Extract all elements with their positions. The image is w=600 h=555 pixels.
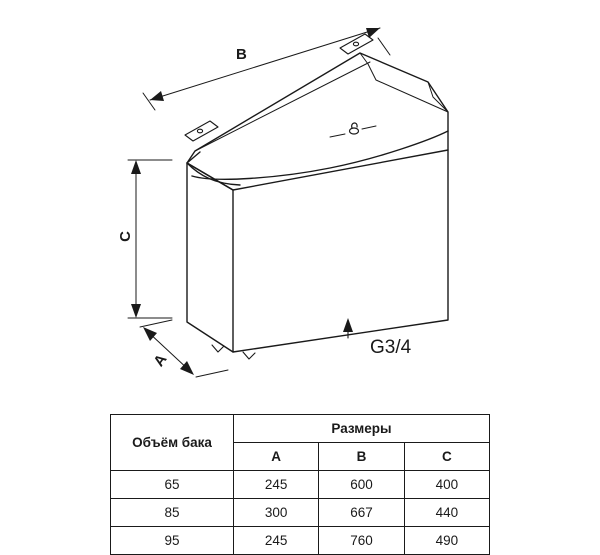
cell-b: 667 bbox=[319, 499, 404, 527]
header-dimensions: Размеры bbox=[234, 415, 490, 443]
header-col-a: A bbox=[234, 443, 319, 471]
cell-c: 400 bbox=[404, 471, 489, 499]
mounting-bracket-left bbox=[185, 121, 218, 141]
lid-lock bbox=[330, 123, 376, 137]
connection-label-g34: G3/4 bbox=[370, 337, 412, 358]
table-header-row-1 bbox=[111, 415, 490, 443]
dimension-label-a: A bbox=[150, 351, 171, 370]
header-volume: Объём бака bbox=[111, 415, 234, 471]
cell-a: 245 bbox=[234, 471, 319, 499]
tank-body bbox=[187, 150, 448, 352]
dimension-label-c: C bbox=[116, 231, 134, 242]
cell-volume: 65 bbox=[111, 471, 234, 499]
specifications-table bbox=[110, 414, 490, 555]
header-col-c: C bbox=[404, 443, 489, 471]
tank-lid bbox=[187, 53, 448, 190]
mounting-bracket-right bbox=[340, 34, 373, 54]
cell-volume: 95 bbox=[111, 527, 234, 555]
dimension-label-b: B bbox=[236, 46, 247, 63]
dimension-line-c bbox=[128, 160, 172, 318]
cell-b: 760 bbox=[319, 527, 404, 555]
cell-a: 300 bbox=[234, 499, 319, 527]
table-row bbox=[111, 499, 490, 527]
cell-a: 245 bbox=[234, 527, 319, 555]
cell-c: 440 bbox=[404, 499, 489, 527]
cell-c: 490 bbox=[404, 527, 489, 555]
header-col-b: B bbox=[319, 443, 404, 471]
table-row bbox=[111, 527, 490, 555]
table-row bbox=[111, 471, 490, 499]
cell-b: 600 bbox=[319, 471, 404, 499]
cell-volume: 85 bbox=[111, 499, 234, 527]
